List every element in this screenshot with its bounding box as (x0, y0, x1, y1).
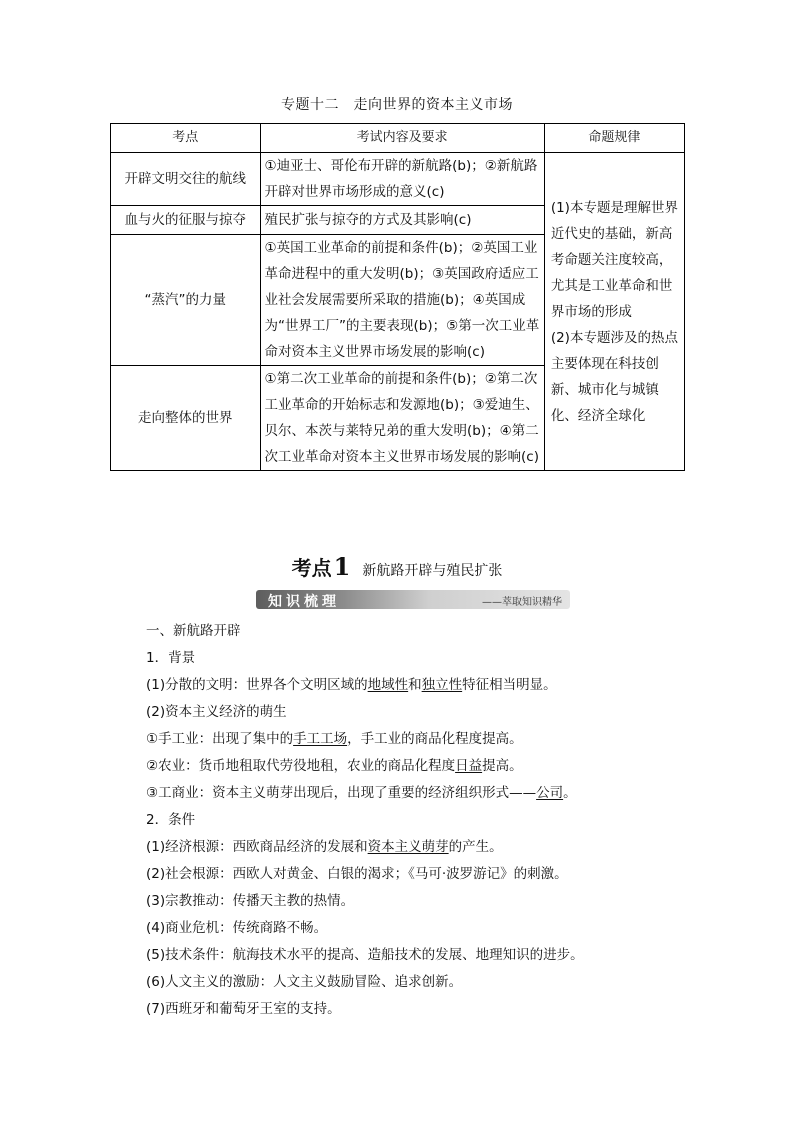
underlined-term: 独立性 (421, 677, 463, 693)
underlined-term: 地域性 (367, 677, 409, 693)
item-text: 。 (563, 785, 577, 801)
knowledge-banner (256, 590, 570, 609)
header-content: 考试内容及要求 (260, 124, 544, 153)
list-item (146, 672, 706, 699)
topic-cell: “蒸汽”的力量 (111, 235, 261, 366)
content-cell: ①迪亚士、哥伦布开辟的新航路(b)；②新航路开辟对世界市场形成的意义(c) (260, 153, 544, 206)
page-title: 专题十二 走向世界的资本主义市场 (281, 97, 513, 113)
item-text: 和 (408, 677, 422, 693)
subsection-heading: 1．背景 (146, 650, 196, 666)
item-text: ②农业：货币地租取代劳役地租，农业的商品化程度 (146, 758, 456, 774)
content-cell: ①第二次工业革命的前提和条件(b)；②第二次工业革命的开始标志和发源地(b)；③爱迪生、贝尔、本茨与莱特兄弟的重大发明(b)；④第二次工业革命对资本主义世界市场发展的影响(c) (260, 366, 544, 471)
list-item (146, 834, 706, 861)
content-cell: ①英国工业革命的前提和条件(b)；②英国工业革命进程中的重大发明(b)；③英国政府适应工业社会发展需要所采取的措施(b)；④英国成为“世界工厂”的主要表现(b)；⑤第一次工业革命对资本主义世界市场发展的影响(c) (260, 235, 544, 366)
banner-tag: ——萃取知识精华 (482, 597, 562, 608)
item-text: ，手工业的商品化程度提高。 (347, 731, 523, 747)
kaodian-number: 1 (333, 552, 351, 581)
table-header-row (111, 124, 685, 153)
list-item: (5)技术条件：航海技术水平的提高、造船技术的发展、地理知识的进步。 (146, 947, 584, 963)
kaodian-subtitle: 新航路开辟与殖民扩张 (362, 563, 503, 579)
underlined-term: 手工工场 (293, 731, 348, 747)
kaodian-label: 考点 (291, 556, 332, 580)
list-item: (3)宗教推动：传播天主教的热情。 (146, 893, 355, 909)
underlined-term: 资本主义萌芽 (367, 839, 449, 855)
topic-cell: 开辟文明交往的航线 (111, 153, 261, 206)
list-item (146, 753, 706, 780)
list-item: (2)资本主义经济的萌生 (146, 704, 287, 720)
kaodian-heading (0, 552, 794, 581)
item-text: 西欧商品经济的发展和 (232, 839, 368, 855)
requirements-table (110, 123, 685, 471)
item-text: 提高。 (482, 758, 523, 774)
table-row (111, 153, 685, 206)
item-text: 特征相当明显。 (462, 677, 557, 693)
section-heading: 一、新航路开辟 (146, 623, 241, 639)
topic-cell: 血与火的征服与掠夺 (111, 206, 261, 235)
subsection-heading: 2．条件 (146, 812, 196, 828)
knowledge-body (146, 618, 706, 1023)
item-text: 的产生。 (448, 839, 503, 855)
underlined-term: 日益 (455, 758, 483, 774)
banner-label: 知识梳理 (268, 594, 340, 610)
list-item: (2)社会根源：西欧人对黄金、白银的渴求；《马可·波罗游记》的刺激。 (146, 866, 568, 882)
list-item: (7)西班牙和葡萄牙王室的支持。 (146, 1001, 341, 1017)
topic-cell: 走向整体的世界 (111, 366, 261, 471)
list-item: (6)人文主义的激励：人文主义鼓励冒险、追求创新。 (146, 974, 463, 990)
header-pattern: 命题规律 (544, 124, 684, 153)
item-key: (1)经济根源： (146, 839, 233, 855)
item-text: ③工商业：资本主义萌芽出现后，出现了重要的经济组织形式—— (146, 785, 537, 801)
header-topic: 考点 (111, 124, 261, 153)
item-text: ①手工业：出现了集中的 (146, 731, 294, 747)
pattern-cell: (1)本专题是理解世界近代史的基础，新高考命题关注度较高，尤其是工业革命和世界市场的形成 (2)本专题涉及的热点主要体现在科技创新、城市化与城镇化、经济全球化 (544, 153, 684, 471)
underlined-term: 公司 (536, 785, 564, 801)
list-item: (4)商业危机：传统商路不畅。 (146, 920, 328, 936)
content-cell: 殖民扩张与掠夺的方式及其影响(c) (260, 206, 544, 235)
item-text: 世界各个文明区域的 (246, 677, 368, 693)
list-item (146, 780, 706, 807)
item-key: (1)分散的文明： (146, 677, 247, 693)
list-item (146, 726, 706, 753)
